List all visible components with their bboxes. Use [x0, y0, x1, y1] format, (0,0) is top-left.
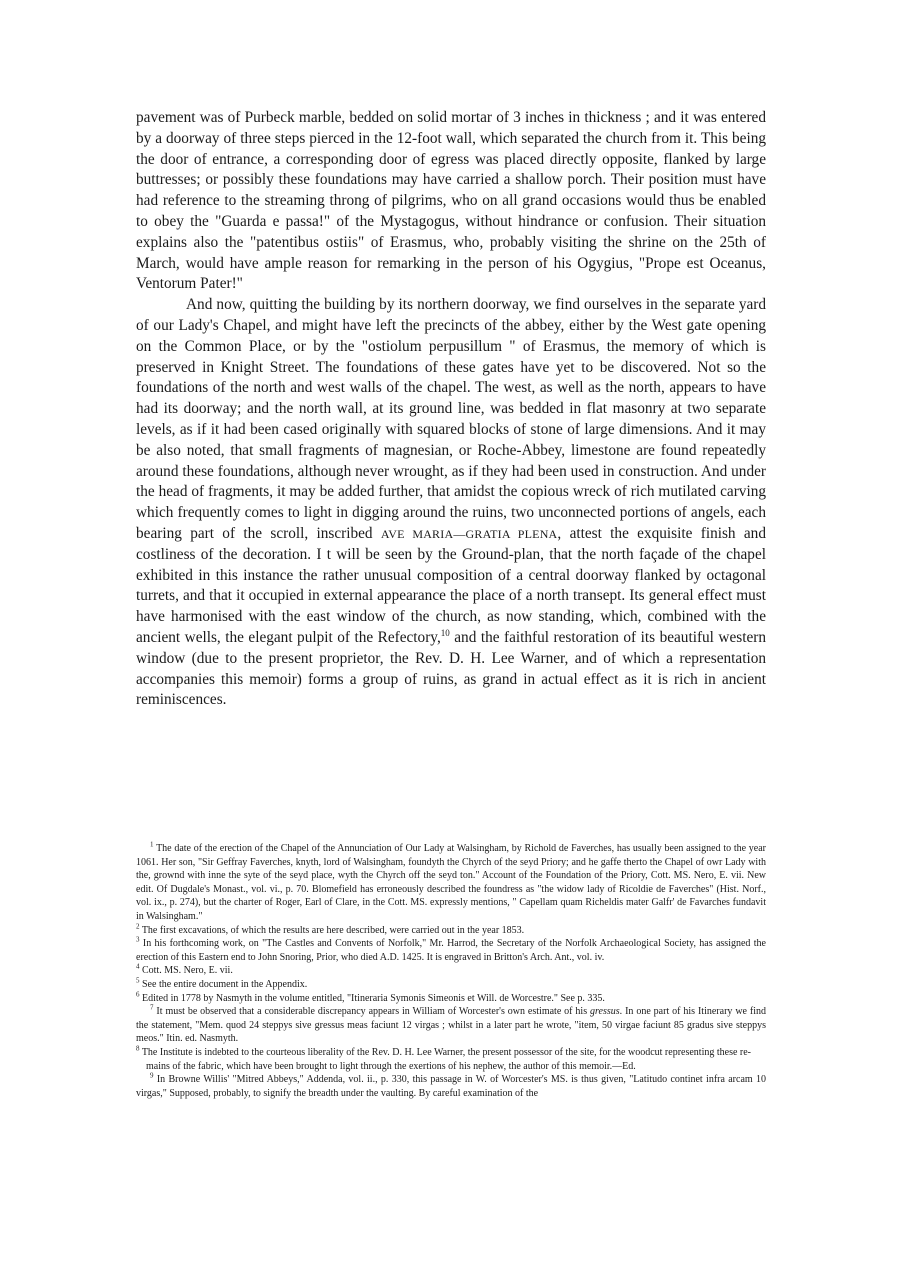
footnote-mark: 6 [136, 990, 140, 999]
paragraph-2 [136, 295, 766, 711]
footnotes [136, 842, 766, 1100]
footnote-mark: 5 [136, 976, 140, 985]
footnote-mark: 9 [150, 1071, 154, 1080]
paragraph-1: pavement was of Purbeck marble, bedded on solid mortar of 3 inches in thickness ; and it was entered by a doorway of three steps pierced in the 12-foot wall, which separated the church from it. This being the door of entrance, a corresponding door of egress was placed directly opposite, flanked by large buttresses; or possibly these foundations may have carried a shallow porch. Their position must have had reference to the streaming throng of pilgrims, who on all grand occasions would thus be enabled to obey the "Guarda e passa!" of the Mystagogus, without hindrance or confusion. Their situation explains also the "patentibus ostiis" of Erasmus, who, probably visiting the shrine on the 25th of March, would have ample reason for remarking in the person of his Ogygius, "Prope est Oceanus, Ventorum Pater!" [136, 109, 766, 293]
footnote-8-continuation: mains of the fabric, which have been brought to light through the exertions of his nephew, the author of this memoir.—Ed. [146, 1060, 636, 1072]
footnote-4 [136, 964, 766, 978]
paragraph-2-text-b: , attest the exquisite finish and costliness of the decoration. I t will be seen by the Ground-plan, that the north façade of the chapel exhibited in this instance the rather unusual composition of a central doorway flanked by octagonal turrets, and that it occupied in external appearance the place of a north transept. Its general effect must have harmonised with the east window of the church, as now standing, which, combined with the ancient wells, the elegant pulpit of the Refectory, [136, 524, 766, 646]
footnote-text: See the entire document in the Appendix. [142, 978, 308, 990]
footnote-2 [136, 924, 766, 938]
footnote-text: In Browne Willis' "Mitred Abbeys," Addenda, vol. ii., p. 330, this passage in W. of Worcester's MS. is thus given, "Latitudo continet infra arcam 10 virgas," Supposed, probably, to signify the breadth under the vaulting. By careful examination of the [136, 1074, 767, 1099]
footnote-text: In his forthcoming work, on "The Castles and Convents of Norfolk," Mr. Harrod, the Secretary of the Norfolk Archaeological Society, has assigned the erection of this Eastern end to John Snoring, Prior, who died A.D. 1425. It is engraved in Britton's Arch. Ant., vol. iv. [136, 938, 766, 963]
footnote-text: Edited in 1778 by Nasmyth in the volume entitled, "Itineraria Symonis Simeonis et Will. de Worcestre." See p. 335. [142, 992, 605, 1004]
footnote-mark: 2 [136, 922, 140, 931]
paragraph-2-text-c: and the faithful restoration of its beautiful western window (due to the present proprietor, the Rev. D. H. Lee Warner, and of which a representation accompanies this memoir) forms a group of ruins, as grand in actual effect as it is rich in ancient reminiscences. [136, 628, 766, 709]
footnote-text: The date of the erection of the Chapel of the Annunciation of Our Lady at Walsingham, by Richold de Faverches, has usually been assigned to the year 1061. Her son, "Sir Geffray Faverches, knyth, lord of Walsingham, foundyth the Chyrch of the seyd Priory; and he gaffe therto the Chapel of owr Lady with the, grownd with inne the syte of the seyd place, wyth the Chyrch off the seyd ton." Account of the Foundation of the Priory, Cott. MS. Nero, E. vii. New edit. Of Dugdale's Monast., vol. vi., p. 70. Blomefield has erroneously described the foundress as "the widow lady of Ricoldie de Faverches" (Hist. Norf., vol. ix., p. 274), but the charter of Roger, Earl of Clare, in the Cott. MS. expressly mentions, " Capellam quam Richeldis mater Galfr' de Favarches fundavit in Walsingham." [136, 843, 766, 922]
footnote-text: The first excavations, of which the results are here described, were carried out in the year 1853. [141, 924, 525, 936]
footnote-text: It must be observed that a considerable discrepancy appears in William of Worcester's own estimate of his [156, 1006, 588, 1018]
footnote-mark: 7 [150, 1003, 154, 1012]
footnote-mark: 8 [136, 1044, 140, 1053]
footnote-mark: 4 [136, 963, 140, 972]
footnote-ref-10: 10 [440, 627, 450, 638]
footnote-emphasis: gressus [590, 1006, 620, 1018]
footnote-text: The Institute is indebted to the courteous liberality of the Rev. D. H. Lee Warner, the present possessor of the site, for the woodcut representing these re- [141, 1046, 751, 1058]
paragraph-2-text-a: And now, quitting the building by its northern doorway, we find ourselves in the separate yard of our Lady's Chapel, and might have left the precincts of the abbey, either by the West gate opening on the Common Place, or by the "ostiolum perpusillum " of Erasmus, the memory of which is preserved in Knight Street. The foundations of these gates have yet to be discovered. Not so the foundations of the north and west walls of the chapel. The west, as well as the north, appears to have had its doorway; and the north wall, at its ground line, was bedded in flat masonry at two separate levels, as if it had been cased originally with squared blocks of stone of large dimensions. And it may be also noted, that small fragments of magnesian, or Roche-Abbey, limestone are found repeatedly around these foundations, although never wrought, as if they had been used in construction. And under the head of fragments, it may be added further, that amidst the copious wreck of rich mutilated carving which frequently comes to light in digging around the ruins, two unconnected portions of angels, each bearing part of the scroll, inscribed [136, 296, 766, 542]
footnote-text: . In one part of his Itinerary we find the statement, "Mem. quod 24 steppys sive gressus meas faciunt 12 virgas ; whilst in a later part he wrote, "item, 50 virgae faciunt 85 gradus sive steppys meos." Itin. ed. Nasmyth. [136, 1006, 767, 1045]
footnote-mark: 3 [136, 935, 140, 944]
footnote-7 [136, 1005, 766, 1046]
footnote-6 [136, 992, 766, 1006]
footnote-3 [136, 937, 766, 964]
footnote-5 [136, 978, 766, 992]
footnote-text: Cott. MS. Nero, E. vii. [142, 965, 233, 977]
footnote-mark: 1 [150, 840, 154, 849]
footnote-1 [136, 842, 766, 924]
body-text [136, 108, 766, 711]
inscription-text: AVE MARIA—GRATIA PLENA [380, 526, 558, 541]
footnote-9 [136, 1073, 766, 1100]
footnote-8 [136, 1046, 766, 1060]
